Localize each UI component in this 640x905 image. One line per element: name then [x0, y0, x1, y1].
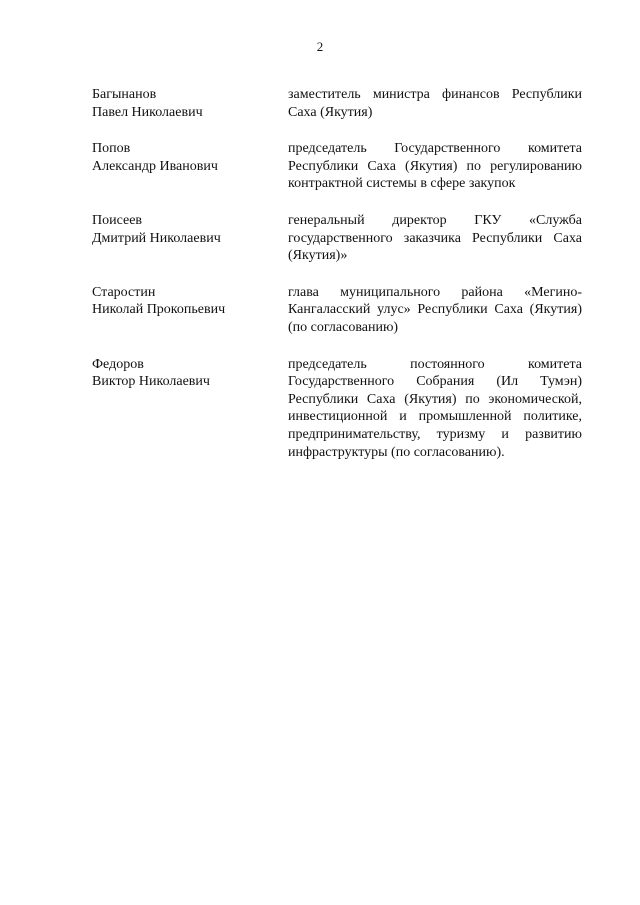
member-given-names: Дмитрий Николаевич	[92, 230, 221, 246]
member-position: заместитель министра финансов Республики Саха (Якутия)	[288, 87, 582, 120]
member-name	[92, 284, 288, 319]
member-given-names: Александр Иванович	[92, 158, 218, 174]
member-given-names: Виктор Николаевич	[92, 374, 210, 390]
member-surname: Багынанов	[92, 87, 157, 102]
member-name	[92, 356, 288, 391]
member-surname: Федоров	[92, 356, 144, 372]
member-surname: Попов	[92, 141, 131, 157]
member-name	[92, 86, 288, 121]
member-name	[92, 212, 288, 247]
member-surname: Поисеев	[92, 212, 143, 228]
member-position: председатель Государственного комитета Республики Саха (Якутия) по регулированию контрактной системы в сфере закупок	[288, 141, 582, 192]
member-given-names: Павел Николаевич	[92, 104, 203, 120]
member-row	[92, 284, 582, 337]
member-row	[92, 212, 582, 265]
member-given-names: Николай Прокопьевич	[92, 302, 226, 318]
member-name	[92, 140, 288, 175]
member-row	[92, 140, 582, 193]
member-surname: Старостин	[92, 284, 156, 300]
page-number: 2	[316, 39, 324, 54]
member-position: председатель постоянного комитета Государственного Собрания (Ил Тумэн) Республики Саха (Якутия) по экономической, инвестиционной и промышленной политике, предпринимательству, туризму и развитию инфраструктуры (по согласованию).	[288, 356, 582, 460]
member-list	[92, 86, 582, 480]
member-position: генеральный директор ГКУ «Служба государственного заказчика Республики Саха (Якутия)»	[288, 212, 582, 264]
member-position: глава муниципального района «Мегино-Кангаласский улус» Республики Саха (Якутия) (по согласованию)	[288, 284, 582, 335]
member-row	[92, 356, 582, 462]
member-row	[92, 86, 582, 121]
